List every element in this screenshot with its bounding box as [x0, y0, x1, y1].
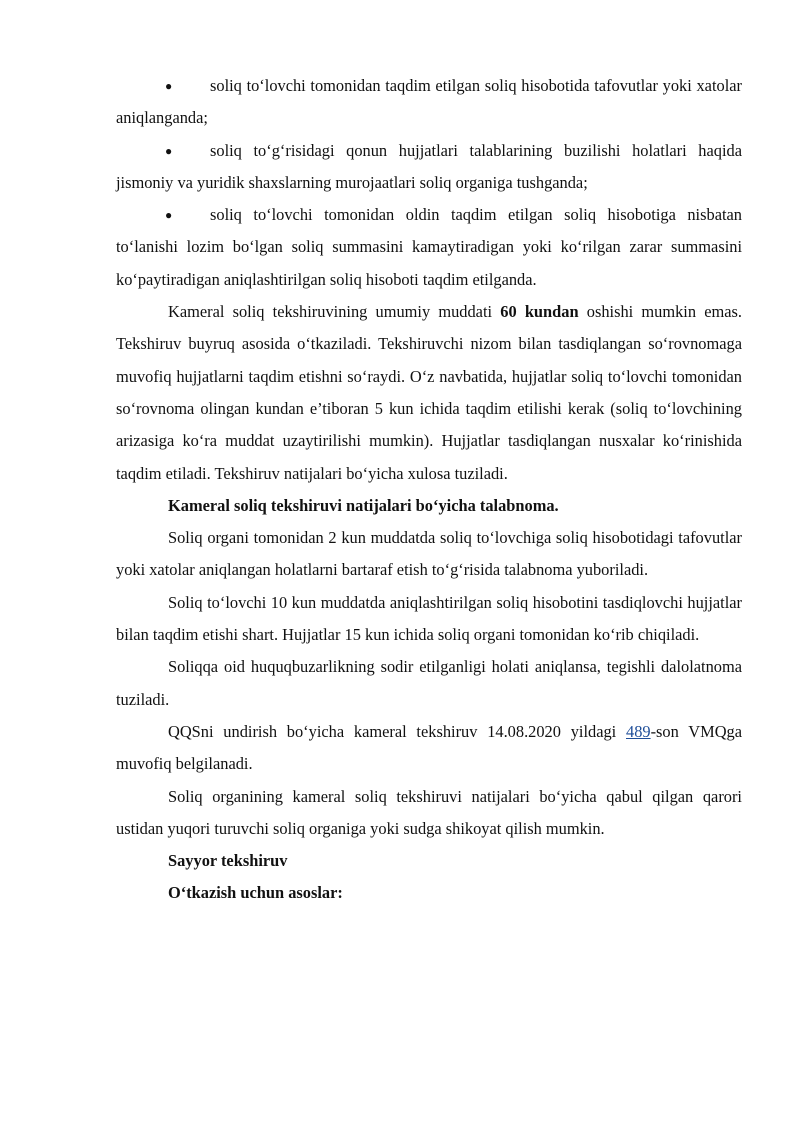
decree-link[interactable]: 489: [626, 721, 651, 741]
paragraph-text: Kameral soliq tekshiruvining umumiy muddati: [168, 302, 501, 322]
bullet-dot-icon: ●: [165, 79, 173, 93]
paragraph-text: oshishi mumkin emas. Tekshiruv buyruq asosida o‘tkaziladi. Tekshiruvchi nizom bilan tasdiqlangan so‘rovnomaga muvofiq hujjatlarni taqdim etishni so‘raydi. O‘z navbatida, hujjatlar soliq to‘lovchi tomonidan so‘rovnoma olingan kundan e’tiboran 5 kun ichida taqdim etilishi kerak (soliq to‘lovchining arizasiga ko‘ra muddat uzaytirilishi mumkin). Hujjatlar tasdiqlangan nusxalar ko‘rinishida taqdim etiladi. Tekshiruv natijalari bo‘yicha xulosa tuziladi.: [116, 302, 742, 483]
bullet-dot-icon: ●: [165, 208, 173, 223]
heading-asoslar: O‘tkazish uchun asoslar:: [168, 883, 343, 903]
paragraph-kameral-muddat: [116, 296, 742, 490]
heading-talabnoma: Kameral soliq tekshiruvi natijalari bo‘yicha talabnoma.: [168, 495, 559, 515]
bullet-item: [116, 199, 742, 296]
bullet-dot-icon: ●: [165, 143, 173, 158]
bold-deadline: 60 kundan: [500, 302, 579, 322]
paragraph-text: QQSni undirish bo‘yicha kameral tekshiruv 14.08.2020 yildagi: [168, 721, 626, 741]
document-page: [116, 70, 742, 910]
bullet-item: [116, 135, 742, 200]
paragraph-text: -son VMQga muvofiq belgilanadi.: [116, 721, 743, 774]
bullet-text: soliq to‘lovchi tomonidan taqdim etilgan soliq hisobotida tafovutlar yoki xatolar aniqlanganda;: [116, 76, 742, 128]
paragraph-dalolatnoma: Soliqqa oid huquqbuzarlikning sodir etilganligi holati aniqlansa, tegishli dalolatnoma tuziladi.: [116, 657, 742, 709]
paragraph-10-kun: Soliq to‘lovchi 10 kun muddatda aniqlashtirilgan soliq hisobotini tasdiqlovchi hujjatlar bilan taqdim etishi shart. Hujjatlar 15 kun ichida soliq organi tomonidan ko‘rib chiqiladi.: [116, 592, 742, 645]
paragraph-talabnoma: Soliq organi tomonidan 2 kun muddatda soliq to‘lovchiga soliq hisobotidagi tafovutlar yoki xatolar aniqlangan holatlarni bartaraf etish to‘g‘risida talabnoma yuboriladi.: [116, 528, 742, 580]
bullet-text: soliq to‘lovchi tomonidan oldin taqdim etilgan soliq hisobotiga nisbatan to‘lanishi lozim bo‘lgan soliq summasini kamaytiradigan yoki ko‘rilgan zarar summasini ko‘paytiradigan aniqlashtirilgan soliq hisoboti taqdim etilganda.: [116, 205, 742, 289]
bullet-text: soliq to‘g‘risidagi qonun hujjatlari talablarining buzilishi holatlari haqida jismoniy va yuridik shaxslarning murojaatlari soliq organiga tushganda;: [116, 140, 742, 192]
bullet-item: [116, 70, 742, 135]
heading-sayyor: Sayyor tekshiruv: [168, 851, 288, 871]
paragraph-shikoyat: Soliq organining kameral soliq tekshiruvi natijalari bo‘yicha qabul qilgan qarori ustidan yuqori turuvchi soliq organiga yoki sudga shikoyat qilish mumkin.: [116, 786, 742, 838]
paragraph-qqs: [116, 716, 742, 781]
